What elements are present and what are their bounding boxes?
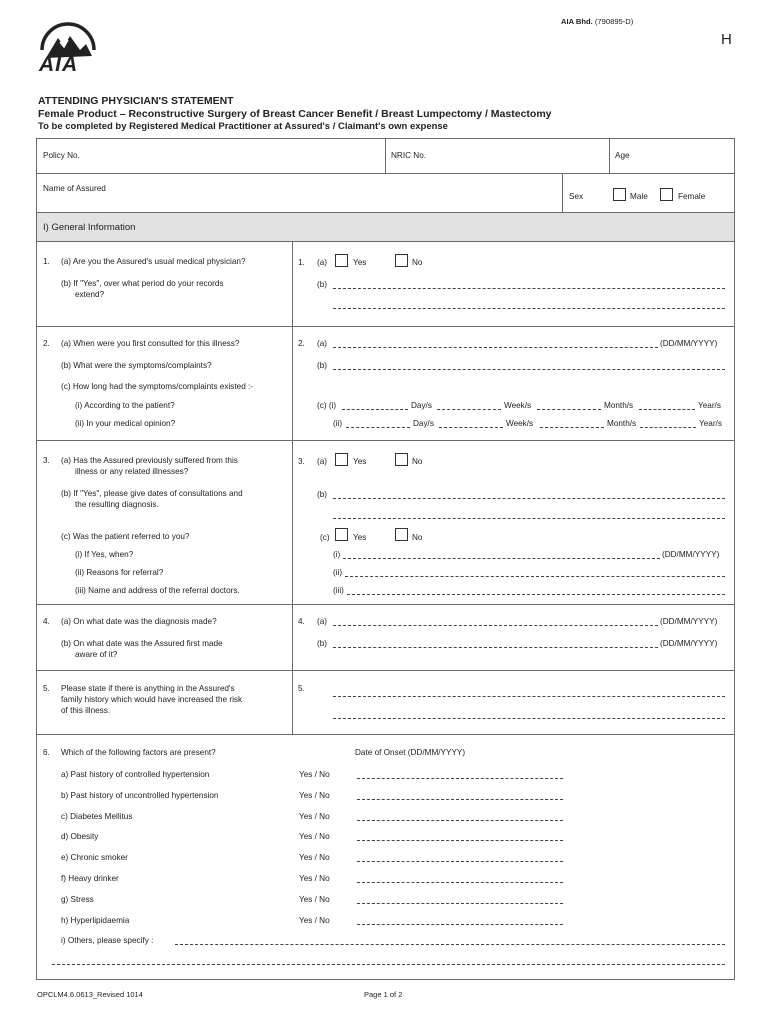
frame-right xyxy=(734,138,735,980)
q2a-question: (a) When were you first consulted for this illness? xyxy=(61,339,240,348)
q3cii-answer-line[interactable] xyxy=(345,576,725,577)
q4b-answer-label: (b) xyxy=(317,639,328,648)
q3a-no-checkbox[interactable] xyxy=(395,453,408,466)
factor-onset-field[interactable] xyxy=(357,820,563,821)
factor-yes-no[interactable]: Yes / No xyxy=(299,895,330,904)
q2b-answer-line[interactable] xyxy=(333,369,725,370)
q2a-date-field[interactable] xyxy=(333,347,658,348)
q1b-answer-line1[interactable] xyxy=(333,288,725,289)
q3-number: 3. xyxy=(43,456,50,465)
page-title: ATTENDING PHYSICIAN'S STATEMENT xyxy=(38,95,234,107)
q4b-date-field[interactable] xyxy=(333,647,658,648)
name-of-assured-label: Name of Assured xyxy=(43,184,106,193)
factor-onset-field[interactable] xyxy=(357,861,563,862)
divider xyxy=(609,138,610,174)
q1-answer-number: 1. xyxy=(298,258,305,267)
q5-question-line3: of this illness. xyxy=(61,706,111,715)
q3a-answer-label: (a) xyxy=(317,457,328,466)
factor-onset-field[interactable] xyxy=(357,924,563,925)
factor-yes-no[interactable]: Yes / No xyxy=(299,916,330,925)
company-reg-no: (790895-D) xyxy=(594,17,634,26)
divider xyxy=(562,173,563,213)
factor-yes-no[interactable]: Yes / No xyxy=(299,832,330,841)
footer-page-number: Page 1 of 2 xyxy=(364,990,403,999)
q6-number: 6. xyxy=(43,748,50,757)
factor-yes-no[interactable]: Yes / No xyxy=(299,791,330,800)
q2cii-weeks-field[interactable] xyxy=(439,427,503,428)
q5-question-line2: family history which would have increased the risk xyxy=(61,695,243,704)
q4a-date-field[interactable] xyxy=(333,625,658,626)
female-checkbox[interactable] xyxy=(660,188,673,201)
q1b-answer-line2[interactable] xyxy=(333,308,725,309)
q3b-question-line2: the resulting diagnosis. xyxy=(75,500,159,509)
q4b-date-format: (DD/MM/YYYY) xyxy=(660,639,718,648)
factor-label: g) Stress xyxy=(61,895,94,904)
q2ci-answer-label: (c) (i) xyxy=(317,401,337,410)
factor-onset-field[interactable] xyxy=(357,882,563,883)
female-label: Female xyxy=(678,192,706,201)
q2-answer-number: 2. xyxy=(298,339,305,348)
q3ci-date-format: (DD/MM/YYYY) xyxy=(662,550,720,559)
page-instruction: To be completed by Registered Medical Practitioner at Assured's / Claimant's own expense xyxy=(38,121,448,132)
sex-label: Sex xyxy=(569,192,584,201)
q5-answer-line1[interactable] xyxy=(333,696,725,697)
q3a-question-line2: illness or any related illnesses? xyxy=(75,467,189,476)
divider xyxy=(36,670,735,671)
q3a-question-line1: (a) Has the Assured previously suffered from this xyxy=(61,456,238,465)
q3c-answer-label: (c) xyxy=(320,533,330,542)
frame-bottom xyxy=(36,979,735,980)
q4a-answer-label: (a) xyxy=(317,617,328,626)
q2c-question: (c) How long had the symptoms/complaints existed :- xyxy=(61,382,254,391)
q4a-question: (a) On what date was the diagnosis made? xyxy=(61,617,217,626)
factor-yes-no[interactable]: Yes / No xyxy=(299,770,330,779)
divider xyxy=(36,326,735,327)
q1a-question: (a) Are you the Assured's usual medical physician? xyxy=(61,257,246,266)
q3b-question-line1: (b) If "Yes", please give dates of consultations and xyxy=(61,489,243,498)
footer-form-code: OPCLM4.6.0613_Revised 1014 xyxy=(37,990,143,999)
q1-number: 1. xyxy=(43,257,50,266)
q4b-question-line1: (b) On what date was the Assured first made xyxy=(61,639,223,648)
q2b-answer-label: (b) xyxy=(317,361,328,370)
q2b-question: (b) What were the symptoms/complaints? xyxy=(61,361,212,370)
q3a-yes-checkbox[interactable] xyxy=(335,453,348,466)
column-divider xyxy=(292,241,293,735)
q3cii-answer-label: (ii) xyxy=(333,568,343,577)
q1a-yes-checkbox[interactable] xyxy=(335,254,348,267)
q3cii-question: (ii) Reasons for referral? xyxy=(75,568,164,577)
factor-yes-no[interactable]: Yes / No xyxy=(299,812,330,821)
factor-label: d) Obesity xyxy=(61,832,99,841)
q2ci-weeks-field[interactable] xyxy=(437,409,501,410)
q4a-date-format: (DD/MM/YYYY) xyxy=(660,617,718,626)
q2ci-days-label: Day/s xyxy=(411,401,432,410)
factor-label: h) Hyperlipidaemia xyxy=(61,916,130,925)
q6-others-line2[interactable] xyxy=(52,964,725,965)
divider xyxy=(385,138,386,174)
q3a-no-label: No xyxy=(412,457,423,466)
q2ci-months-label: Month/s xyxy=(604,401,634,410)
q3b-answer-line1[interactable] xyxy=(333,498,725,499)
q4-number: 4. xyxy=(43,617,50,626)
q3-answer-number: 3. xyxy=(298,457,305,466)
q2cii-answer-label: (ii) xyxy=(333,419,343,428)
q3b-answer-line2[interactable] xyxy=(333,518,725,519)
q4-answer-number: 4. xyxy=(298,617,305,626)
q2ci-years-field[interactable] xyxy=(639,409,695,410)
aia-logo xyxy=(36,20,100,76)
factor-onset-field[interactable] xyxy=(357,903,563,904)
page-subtitle: Female Product – Reconstructive Surgery of Breast Cancer Benefit / Breast Lumpectomy / Mastectomy xyxy=(38,108,552,120)
q1b-answer-label: (b) xyxy=(317,280,328,289)
q2cii-months-field[interactable] xyxy=(540,427,604,428)
q5-answer-line2[interactable] xyxy=(333,718,725,719)
divider xyxy=(36,604,735,605)
q2cii-months-label: Month/s xyxy=(607,419,637,428)
q2ci-months-field[interactable] xyxy=(537,409,601,410)
q3c-question: (c) Was the patient referred to you? xyxy=(61,532,190,541)
q3a-yes-label: Yes xyxy=(353,457,367,466)
company-header xyxy=(561,17,633,26)
q2ci-question: (i) According to the patient? xyxy=(75,401,175,410)
q2cii-days-field[interactable] xyxy=(346,427,410,428)
q2cii-question: (ii) In your medical opinion? xyxy=(75,419,176,428)
q6-others-line1[interactable] xyxy=(175,944,725,945)
factor-label: e) Chronic smoker xyxy=(61,853,128,862)
q3ci-question: (i) If Yes, when? xyxy=(75,550,134,559)
q6-onset-header: Date of Onset (DD/MM/YYYY) xyxy=(355,748,466,757)
q3ciii-question: (iii) Name and address of the referral doctors. xyxy=(75,586,240,595)
q3c-yes-checkbox[interactable] xyxy=(335,528,348,541)
policy-no-label: Policy No. xyxy=(43,151,80,160)
divider xyxy=(36,734,735,735)
q3c-no-checkbox[interactable] xyxy=(395,528,408,541)
factor-onset-field[interactable] xyxy=(357,799,563,800)
male-checkbox[interactable] xyxy=(613,188,626,201)
q6-others-label: i) Others, please specify : xyxy=(61,936,154,945)
q2ci-days-field[interactable] xyxy=(342,409,408,410)
q2a-date-format: (DD/MM/YYYY) xyxy=(660,339,718,348)
logo-text: AIA xyxy=(39,53,79,76)
q1a-yes-label: Yes xyxy=(353,258,367,267)
q2ci-weeks-label: Week/s xyxy=(504,401,532,410)
q1b-question-line1: (b) If "Yes", over what period do your records xyxy=(61,279,224,288)
q1a-no-checkbox[interactable] xyxy=(395,254,408,267)
q2cii-years-label: Year/s xyxy=(699,419,722,428)
q1a-no-label: No xyxy=(412,258,423,267)
q5-answer-number: 5. xyxy=(298,684,305,693)
section-header-bar xyxy=(37,213,734,241)
q1b-question-line2: extend? xyxy=(75,290,105,299)
factor-label: c) Diabetes Mellitus xyxy=(61,812,133,821)
company-name: AIA Bhd. xyxy=(561,17,593,26)
q2a-answer-label: (a) xyxy=(317,339,328,348)
q3c-no-label: No xyxy=(412,533,423,542)
factor-yes-no[interactable]: Yes / No xyxy=(299,874,330,883)
divider xyxy=(36,440,735,441)
q2-number: 2. xyxy=(43,339,50,348)
q3b-answer-label: (b) xyxy=(317,490,328,499)
q3ci-date-field[interactable] xyxy=(343,558,660,559)
form-code: H xyxy=(721,31,732,48)
factor-label: a) Past history of controlled hypertension xyxy=(61,770,210,779)
nric-no-label: NRIC No. xyxy=(391,151,427,160)
factor-onset-field[interactable] xyxy=(357,840,563,841)
q1a-answer-label: (a) xyxy=(317,258,328,267)
q2cii-days-label: Day/s xyxy=(413,419,434,428)
q3ciii-answer-line[interactable] xyxy=(347,594,725,595)
factor-yes-no[interactable]: Yes / No xyxy=(299,853,330,862)
factor-label: b) Past history of uncontrolled hypertension xyxy=(61,791,219,800)
q3ci-answer-label: (i) xyxy=(333,550,341,559)
q3c-yes-label: Yes xyxy=(353,533,367,542)
section-title: I) General Information xyxy=(43,222,136,233)
q6-question: Which of the following factors are present? xyxy=(61,748,216,757)
q2cii-years-field[interactable] xyxy=(640,427,696,428)
factor-onset-field[interactable] xyxy=(357,778,563,779)
divider xyxy=(36,173,735,174)
age-label: Age xyxy=(615,151,630,160)
q2ci-years-label: Year/s xyxy=(698,401,721,410)
q2cii-weeks-label: Week/s xyxy=(506,419,534,428)
q3ciii-answer-label: (iii) xyxy=(333,586,344,595)
q4b-question-line2: aware of it? xyxy=(75,650,118,659)
frame-left xyxy=(36,138,37,980)
male-label: Male xyxy=(630,192,648,201)
q5-number: 5. xyxy=(43,684,50,693)
q5-question-line1: Please state if there is anything in the Assured's xyxy=(61,684,235,693)
divider xyxy=(36,241,735,242)
factor-label: f) Heavy drinker xyxy=(61,874,119,883)
